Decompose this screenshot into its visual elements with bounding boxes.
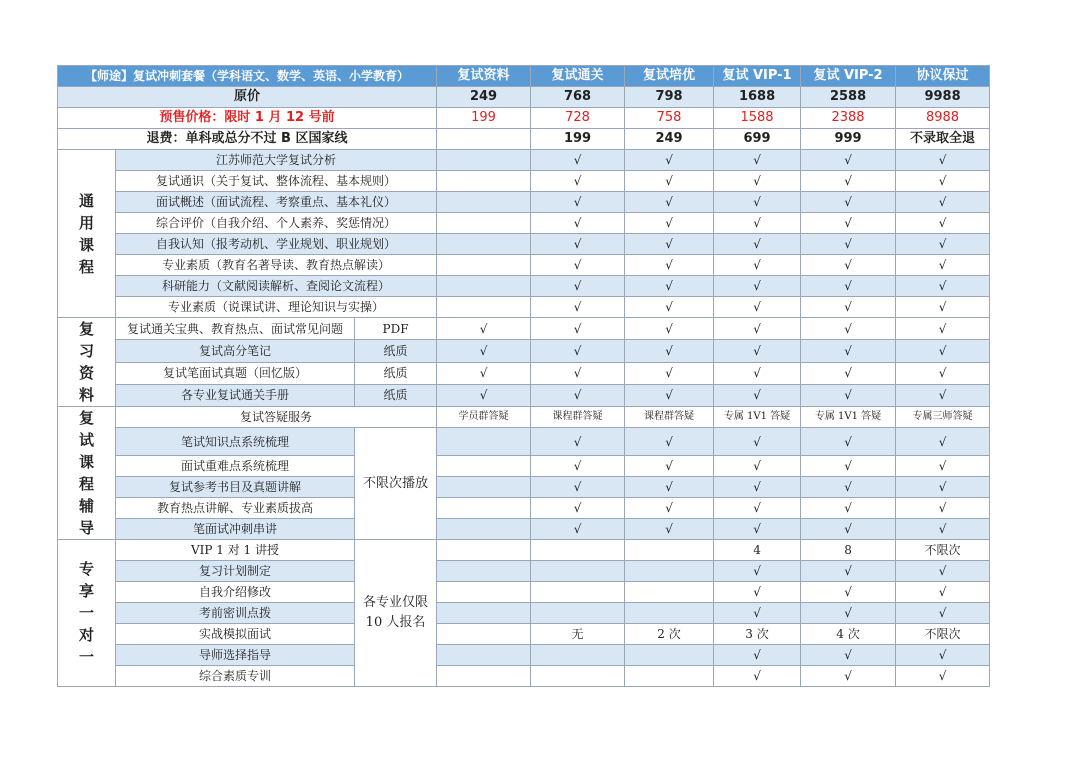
value-cell: √: [714, 519, 801, 540]
value-cell: √: [625, 456, 714, 477]
value-cell: √: [714, 456, 801, 477]
item-label: 专业素质（说课试讲、理论知识与实操）: [116, 297, 437, 318]
table-title: 【师途】复试冲刺套餐（学科语文、数学、英语、小学教育）: [58, 66, 437, 87]
table-row: [58, 603, 990, 624]
value-cell: √: [625, 477, 714, 498]
value-cell: [437, 213, 531, 234]
value-cell: √: [896, 645, 990, 666]
value-cell: [437, 624, 531, 645]
table-row: [58, 519, 990, 540]
value-cell: 798: [625, 87, 714, 108]
value-cell: √: [714, 234, 801, 255]
qa-value: 专属三师答疑: [896, 407, 990, 428]
table-row: [58, 255, 990, 276]
value-cell: 9988: [896, 87, 990, 108]
value-cell: 199: [437, 108, 531, 129]
value-cell: [531, 561, 625, 582]
value-cell: √: [896, 477, 990, 498]
table-row: [58, 213, 990, 234]
value-cell: √: [625, 150, 714, 171]
value-cell: 不限次: [896, 540, 990, 561]
value-cell: √: [896, 171, 990, 192]
item-label: 导师选择指导: [116, 645, 355, 666]
item-label: 复试通识（关于复试、整体流程、基本规则）: [116, 171, 437, 192]
section-label-materials: [58, 318, 116, 407]
value-cell: 不限次: [896, 624, 990, 645]
item-label: 笔面试冲刺串讲: [116, 519, 355, 540]
value-cell: 2388: [801, 108, 896, 129]
value-cell: 3 次: [714, 624, 801, 645]
value-cell: [437, 582, 531, 603]
replay-note: 不限次播放: [355, 428, 437, 540]
value-cell: √: [625, 384, 714, 406]
value-cell: [437, 603, 531, 624]
value-cell: [437, 477, 531, 498]
value-cell: √: [896, 340, 990, 362]
value-cell: √: [801, 276, 896, 297]
value-cell: √: [801, 255, 896, 276]
item-label: 综合素质专训: [116, 666, 355, 687]
format-cell: PDF: [355, 318, 437, 340]
table-row: [58, 192, 990, 213]
value-cell: √: [531, 318, 625, 340]
item-label: 科研能力（文献阅读解析、查阅论文流程）: [116, 276, 437, 297]
value-cell: √: [896, 456, 990, 477]
value-cell: √: [625, 192, 714, 213]
item-label: 自我认知（报考动机、学业规划、职业规划）: [116, 234, 437, 255]
value-cell: √: [714, 561, 801, 582]
header-row: [58, 66, 990, 87]
value-cell: √: [896, 297, 990, 318]
value-cell: √: [801, 519, 896, 540]
format-cell: 纸质: [355, 384, 437, 406]
value-cell: 不录取全退: [896, 129, 990, 150]
format-cell: 纸质: [355, 340, 437, 362]
value-cell: √: [714, 666, 801, 687]
value-cell: √: [437, 384, 531, 406]
value-cell: √: [896, 498, 990, 519]
value-cell: [437, 519, 531, 540]
section-name: 复习资料: [78, 320, 94, 404]
value-cell: √: [625, 340, 714, 362]
value-cell: √: [531, 192, 625, 213]
value-cell: √: [714, 276, 801, 297]
value-cell: √: [714, 428, 801, 456]
value-cell: √: [531, 297, 625, 318]
value-cell: √: [437, 340, 531, 362]
item-label: 各专业复试通关手册: [116, 384, 355, 406]
value-cell: √: [625, 297, 714, 318]
value-cell: √: [714, 645, 801, 666]
value-cell: √: [801, 171, 896, 192]
value-cell: 8988: [896, 108, 990, 129]
value-cell: √: [801, 582, 896, 603]
table-row: [58, 645, 990, 666]
value-cell: √: [896, 192, 990, 213]
value-cell: [437, 456, 531, 477]
value-cell: [531, 666, 625, 687]
value-cell: 699: [714, 129, 801, 150]
value-cell: √: [896, 384, 990, 406]
value-cell: √: [437, 362, 531, 384]
value-cell: 768: [531, 87, 625, 108]
section-name: 复试课程辅导: [78, 409, 94, 537]
value-cell: √: [437, 318, 531, 340]
value-cell: √: [714, 297, 801, 318]
value-cell: 199: [531, 129, 625, 150]
item-label: 面试重难点系统梳理: [116, 456, 355, 477]
table-row: [58, 318, 990, 340]
value-cell: √: [801, 498, 896, 519]
item-label: 复试高分笔记: [116, 340, 355, 362]
value-cell: √: [896, 255, 990, 276]
item-label: 教育热点讲解、专业素质拔高: [116, 498, 355, 519]
value-cell: √: [896, 666, 990, 687]
value-cell: [437, 561, 531, 582]
value-cell: √: [801, 384, 896, 406]
table-row: [58, 384, 990, 406]
item-label: 复试参考书目及真题讲解: [116, 477, 355, 498]
value-cell: √: [714, 362, 801, 384]
refund-label: 退费：单科或总分不过 B 区国家线: [58, 129, 437, 150]
value-cell: √: [801, 362, 896, 384]
section-name: 通用课程: [78, 191, 94, 276]
table-row: [58, 428, 990, 456]
value-cell: √: [531, 384, 625, 406]
value-cell: 758: [625, 108, 714, 129]
presale-row: [58, 108, 990, 129]
value-cell: √: [625, 318, 714, 340]
value-cell: √: [801, 340, 896, 362]
value-cell: √: [531, 276, 625, 297]
value-cell: [437, 297, 531, 318]
value-cell: √: [714, 255, 801, 276]
table-row: [58, 362, 990, 384]
value-cell: √: [714, 171, 801, 192]
value-cell: √: [801, 456, 896, 477]
value-cell: √: [531, 498, 625, 519]
value-cell: [625, 561, 714, 582]
value-cell: √: [625, 276, 714, 297]
value-cell: √: [896, 582, 990, 603]
original-price-label: 原价: [58, 87, 437, 108]
item-label: 面试概述（面试流程、考察重点、基本礼仪）: [116, 192, 437, 213]
table-body: [58, 66, 990, 687]
value-cell: [437, 192, 531, 213]
value-cell: √: [896, 519, 990, 540]
value-cell: √: [531, 171, 625, 192]
value-cell: √: [801, 192, 896, 213]
qa-row: [58, 407, 990, 428]
value-cell: 4 次: [801, 624, 896, 645]
item-label: 复试笔面试真题（回忆版）: [116, 362, 355, 384]
item-label: 复习计划制定: [116, 561, 355, 582]
value-cell: √: [625, 255, 714, 276]
value-cell: √: [531, 255, 625, 276]
value-cell: √: [625, 498, 714, 519]
original-price-row: [58, 87, 990, 108]
table-row: [58, 498, 990, 519]
value-cell: √: [896, 428, 990, 456]
value-cell: √: [801, 297, 896, 318]
value-cell: √: [531, 519, 625, 540]
value-cell: [625, 582, 714, 603]
table-row: [58, 150, 990, 171]
enrollment-limit-note: 各专业仅限 10 人报名: [355, 540, 437, 687]
value-cell: √: [714, 150, 801, 171]
table-row: [58, 276, 990, 297]
value-cell: 249: [437, 87, 531, 108]
value-cell: [437, 150, 531, 171]
qa-value: 专属 1V1 答疑: [714, 407, 801, 428]
package-comparison-table: [57, 65, 990, 687]
value-cell: [437, 645, 531, 666]
qa-value: 专属 1V1 答疑: [801, 407, 896, 428]
value-cell: √: [714, 340, 801, 362]
package-header: 协议保过: [896, 66, 990, 87]
table-row: [58, 540, 990, 561]
value-cell: √: [896, 318, 990, 340]
value-cell: [437, 234, 531, 255]
value-cell: √: [625, 213, 714, 234]
value-cell: [531, 540, 625, 561]
qa-value: 课程群答疑: [625, 407, 714, 428]
package-header: 复试资料: [437, 66, 531, 87]
section-label-general: [58, 150, 116, 318]
value-cell: 1688: [714, 87, 801, 108]
value-cell: √: [625, 171, 714, 192]
value-cell: √: [531, 362, 625, 384]
item-label: VIP 1 对 1 讲授: [116, 540, 355, 561]
qa-value: 学员群答疑: [437, 407, 531, 428]
value-cell: [437, 540, 531, 561]
value-cell: √: [714, 603, 801, 624]
value-cell: [625, 645, 714, 666]
table-row: [58, 297, 990, 318]
value-cell: √: [714, 498, 801, 519]
value-cell: √: [896, 561, 990, 582]
section-label-tutoring: [58, 407, 116, 540]
value-cell: 无: [531, 624, 625, 645]
value-cell: √: [531, 428, 625, 456]
value-cell: [625, 666, 714, 687]
table-row: [58, 624, 990, 645]
presale-label: 预售价格：限时 1 月 12 号前: [58, 108, 437, 129]
table-row: [58, 477, 990, 498]
value-cell: √: [801, 477, 896, 498]
package-header: 复试 VIP-2: [801, 66, 896, 87]
item-label: 实战模拟面试: [116, 624, 355, 645]
value-cell: √: [896, 603, 990, 624]
section-name: 专享一对一: [78, 560, 94, 666]
table-row: [58, 456, 990, 477]
value-cell: √: [531, 234, 625, 255]
value-cell: [625, 603, 714, 624]
table-row: [58, 561, 990, 582]
value-cell: √: [801, 234, 896, 255]
format-cell: 纸质: [355, 362, 437, 384]
item-label: 综合评价（自我介绍、个人素养、奖惩情况）: [116, 213, 437, 234]
value-cell: [531, 603, 625, 624]
value-cell: √: [896, 234, 990, 255]
value-cell: [437, 498, 531, 519]
value-cell: 1588: [714, 108, 801, 129]
value-cell: √: [714, 384, 801, 406]
value-cell: √: [896, 150, 990, 171]
value-cell: √: [714, 477, 801, 498]
value-cell: 8: [801, 540, 896, 561]
value-cell: [531, 645, 625, 666]
value-cell: [437, 276, 531, 297]
value-cell: √: [801, 603, 896, 624]
value-cell: [437, 428, 531, 456]
value-cell: √: [801, 213, 896, 234]
qa-label: 复试答疑服务: [116, 407, 437, 428]
value-cell: √: [531, 456, 625, 477]
package-header: 复试培优: [625, 66, 714, 87]
value-cell: √: [531, 150, 625, 171]
value-cell: 728: [531, 108, 625, 129]
value-cell: 999: [801, 129, 896, 150]
value-cell: √: [531, 340, 625, 362]
value-cell: √: [801, 645, 896, 666]
value-cell: √: [625, 519, 714, 540]
value-cell: 4: [714, 540, 801, 561]
value-cell: √: [801, 561, 896, 582]
value-cell: [437, 255, 531, 276]
qa-value: 课程群答疑: [531, 407, 625, 428]
value-cell: √: [896, 362, 990, 384]
table-row: [58, 582, 990, 603]
value-cell: √: [714, 318, 801, 340]
value-cell: 2588: [801, 87, 896, 108]
value-cell: [437, 171, 531, 192]
value-cell: √: [714, 192, 801, 213]
value-cell: √: [714, 213, 801, 234]
value-cell: √: [714, 582, 801, 603]
item-label: 自我介绍修改: [116, 582, 355, 603]
refund-row: [58, 129, 990, 150]
item-label: 江苏师范大学复试分析: [116, 150, 437, 171]
value-cell: √: [625, 428, 714, 456]
package-header: 复试 VIP-1: [714, 66, 801, 87]
item-label: 复试通关宝典、教育热点、面试常见问题: [116, 318, 355, 340]
value-cell: 2 次: [625, 624, 714, 645]
value-cell: √: [531, 213, 625, 234]
value-cell: [437, 129, 531, 150]
value-cell: √: [801, 666, 896, 687]
value-cell: √: [896, 213, 990, 234]
value-cell: 249: [625, 129, 714, 150]
value-cell: √: [801, 318, 896, 340]
section-label-vip: [58, 540, 116, 687]
table-row: [58, 666, 990, 687]
value-cell: √: [531, 477, 625, 498]
value-cell: [531, 582, 625, 603]
table-row: [58, 171, 990, 192]
table-row: [58, 340, 990, 362]
value-cell: √: [801, 150, 896, 171]
value-cell: √: [625, 234, 714, 255]
value-cell: √: [896, 276, 990, 297]
item-label: 笔试知识点系统梳理: [116, 428, 355, 456]
package-header: 复试通关: [531, 66, 625, 87]
value-cell: √: [801, 428, 896, 456]
item-label: 专业素质（教育名著导读、教育热点解读）: [116, 255, 437, 276]
value-cell: √: [625, 362, 714, 384]
table-row: [58, 234, 990, 255]
value-cell: [625, 540, 714, 561]
item-label: 考前密训点拨: [116, 603, 355, 624]
value-cell: [437, 666, 531, 687]
